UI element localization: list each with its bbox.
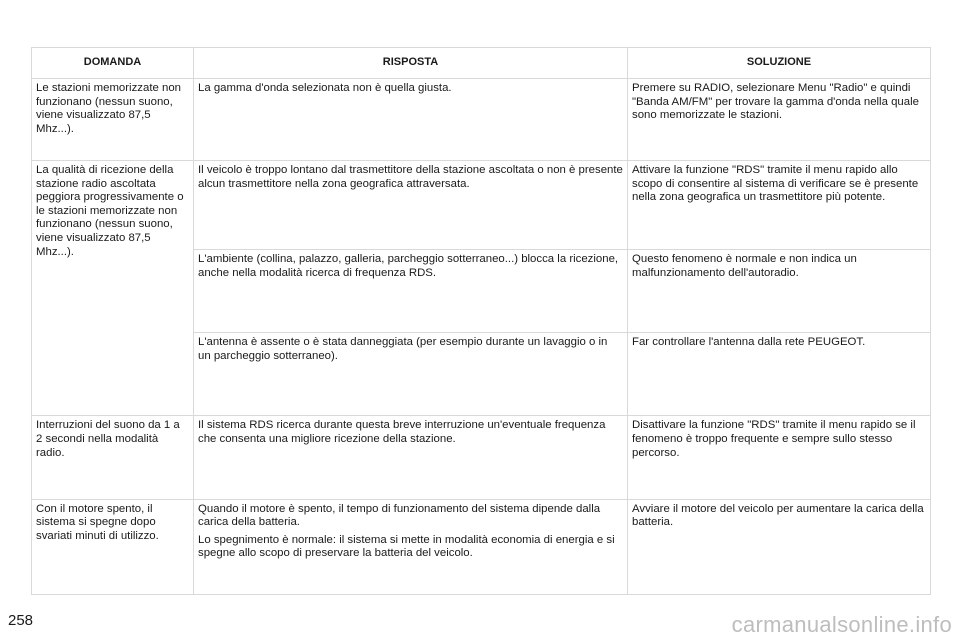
table-row [32,499,931,594]
risposta-paragraph-2: Lo spegnimento è normale: il sistema si mette in modalità economia di energia e si spegne allo scopo di preservare la batteria del veicolo. [198,533,615,560]
watermark: carmanualsonline.info [731,612,952,637]
soluzione-cell: Avviare il motore del veicolo per aumentare la carica della batteria. [628,499,931,594]
domanda-cell: La qualità di ricezione della stazione radio ascoltata peggiora progressivamente o le stazioni memorizzate non funzionano (nessun suono, viene visualizzato 87,5 Mhz...). [32,161,194,416]
risposta-cell: La gamma d'onda selezionata non è quella giusta. [194,79,628,161]
risposta-cell: Il sistema RDS ricerca durante questa breve interruzione un'eventuale frequenza che consenta una migliore ricezione della stazione. [194,416,628,499]
soluzione-cell: Far controllare l'antenna dalla rete PEUGEOT. [628,333,931,416]
soluzione-cell: Disattivare la funzione "RDS" tramite il menu rapido se il fenomeno è troppo frequente e sempre sullo stesso percorso. [628,416,931,499]
header-domanda: DOMANDA [32,48,194,79]
soluzione-cell: Premere su RADIO, selezionare Menu "Radio" e quindi "Banda AM/FM" per trovare la gamma d'onda nella quale sono memorizzate le stazioni. [628,79,931,161]
domanda-cell: Con il motore spento, il sistema si spegne dopo svariati minuti di utilizzo. [32,499,194,594]
domanda-cell: Interruzioni del suono da 1 a 2 secondi nella modalità radio. [32,416,194,499]
domanda-cell: Le stazioni memorizzate non funzionano (nessun suono, viene visualizzato 87,5 Mhz...). [32,79,194,161]
risposta-cell: Il veicolo è troppo lontano dal trasmettitore della stazione ascoltata o non è presente alcun trasmettitore nella zona geografica attraversata. [194,161,628,250]
soluzione-cell: Attivare la funzione "RDS" tramite il menu rapido allo scopo di consentire al sistema di verificare se è presente nella zona geografica un trasmettitore più potente. [628,161,931,250]
risposta-paragraph-1: Quando il motore è spento, il tempo di funzionamento del sistema dipende dalla carica della batteria. [198,502,601,529]
soluzione-cell: Questo fenomeno è normale e non indica un malfunzionamento dell'autoradio. [628,250,931,333]
header-risposta: RISPOSTA [194,48,628,79]
header-soluzione: SOLUZIONE [628,48,931,79]
risposta-cell: L'antenna è assente o è stata danneggiata (per esempio durante un lavaggio o in un parcheggio sotterraneo). [194,333,628,416]
table-row [32,416,931,499]
risposta-cell: L'ambiente (collina, palazzo, galleria, parcheggio sotterraneo...) blocca la ricezione, anche nella modalità ricerca di frequenza RDS. [194,250,628,333]
page-number: 258 [8,612,34,629]
faq-table [31,47,931,595]
table-row [32,161,931,250]
table-row [32,79,931,161]
table-header-row [32,48,931,79]
risposta-cell [194,499,628,594]
